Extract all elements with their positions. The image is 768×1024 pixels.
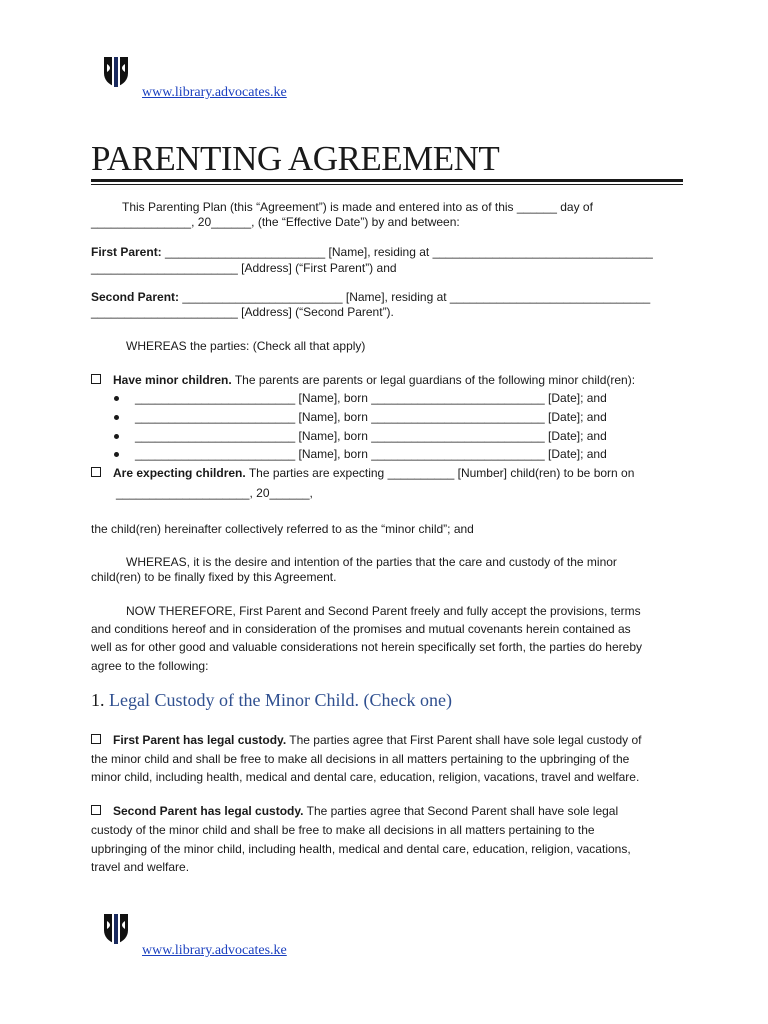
minor-children-text: The parents are parents or legal guardians of the following minor child(ren): (231, 373, 636, 387)
minor-child-item-4: ________________________ [Name], born __________________________ [Date]; and (135, 447, 607, 461)
footer-website-link[interactable]: www.library.advocates.ke (142, 943, 287, 958)
first-custody-label: First Parent has legal custody. (113, 733, 287, 747)
first-parent-text: ________________________ [Name], residing at _________________________________ (161, 245, 653, 259)
expecting-line-2: ____________________, 20______, (116, 486, 313, 500)
bullet-icon (114, 452, 119, 457)
whereas-parties: WHEREAS the parties: (Check all that apply) (126, 339, 366, 353)
now-therefore-line-3: well as for other good and valuable considerations not herein specifically set forth, the parties do hereby (91, 640, 642, 654)
minor-child-item-1: ________________________ [Name], born __________________________ [Date]; and (135, 391, 607, 405)
section-1-number: 1. (91, 690, 105, 710)
second-parent-text: ________________________ [Name], residing at ______________________________ (179, 290, 651, 304)
section-1-heading (91, 690, 452, 711)
second-parent-line-2: ______________________ [Address] (“Second Parent”). (91, 305, 394, 319)
now-therefore-line-2: and conditions hereof and in consideration of the promises and mutual covenants herein contained as (91, 622, 631, 636)
second-custody-text: The parties agree that Second Parent shall have sole legal (303, 804, 619, 818)
logo-icon (103, 56, 129, 88)
second-custody-line-4: travel and welfare. (91, 860, 190, 874)
first-custody-checkbox[interactable] (91, 734, 101, 744)
minor-children-label: Have minor children. (113, 373, 232, 387)
second-custody-line-3: upbringing of the minor child, including health, medical and dental care, education, religion, vacations, (91, 842, 631, 856)
second-parent-label: Second Parent: (91, 290, 180, 304)
expecting-checkbox[interactable] (91, 467, 101, 477)
bullet-icon (114, 434, 119, 439)
now-therefore-line-4: agree to the following: (91, 659, 209, 673)
whereas-desire-line-1: WHEREAS, it is the desire and intention of the parties that the care and custody of the minor (126, 555, 617, 569)
bullet-icon (114, 415, 119, 420)
expecting-option (91, 464, 634, 482)
first-parent-line-2: ______________________ [Address] (“First Parent”) and (91, 261, 397, 275)
expecting-text: The parties are expecting __________ [Number] child(ren) to be born on (245, 466, 635, 480)
document-title: PARENTING AGREEMENT (91, 139, 500, 178)
minor-child-item-3: ________________________ [Name], born __________________________ [Date]; and (135, 429, 607, 443)
minor-child-item-2: ________________________ [Name], born __________________________ [Date]; and (135, 410, 607, 424)
section-1-title: Legal Custody of the Minor Child. (Check one) (109, 690, 452, 710)
title-divider-thin (91, 184, 683, 185)
first-custody-line-1 (91, 731, 641, 749)
minor-children-option (91, 371, 635, 389)
first-custody-line-2: the minor child and shall be free to make all decisions in all matters pertaining to the upbringing of the (91, 752, 630, 766)
header-website-link[interactable]: www.library.advocates.ke (142, 85, 287, 100)
intro-line-1: This Parenting Plan (this “Agreement”) is made and entered into as of this ______ day of (122, 200, 593, 214)
title-divider (91, 179, 683, 182)
now-therefore-line-1: NOW THEREFORE, First Parent and Second Parent freely and fully accept the provisions, terms (126, 604, 641, 618)
footer-logo-icon (103, 913, 129, 945)
first-custody-text: The parties agree that First Parent shall have sole legal custody of (286, 733, 642, 747)
minor-child-definition: the child(ren) hereinafter collectively referred to as the “minor child”; and (91, 522, 474, 536)
bullet-icon (114, 396, 119, 401)
intro-line-2: _______________, 20______, (the “Effective Date”) by and between: (91, 215, 460, 229)
expecting-label: Are expecting children. (113, 466, 246, 480)
first-parent-label: First Parent: (91, 245, 162, 259)
first-custody-line-3: minor child, including health, medical and dental care, education, religion, vacations, travel and welfare. (91, 770, 640, 784)
minor-children-checkbox[interactable] (91, 374, 101, 384)
second-custody-label: Second Parent has legal custody. (113, 804, 304, 818)
second-custody-checkbox[interactable] (91, 805, 101, 815)
whereas-desire-line-2: child(ren) to be finally fixed by this Agreement. (91, 570, 337, 584)
second-custody-line-1 (91, 802, 618, 820)
second-custody-line-2: custody of the minor child and shall be free to make all decisions in all matters pertaining to the (91, 823, 595, 837)
